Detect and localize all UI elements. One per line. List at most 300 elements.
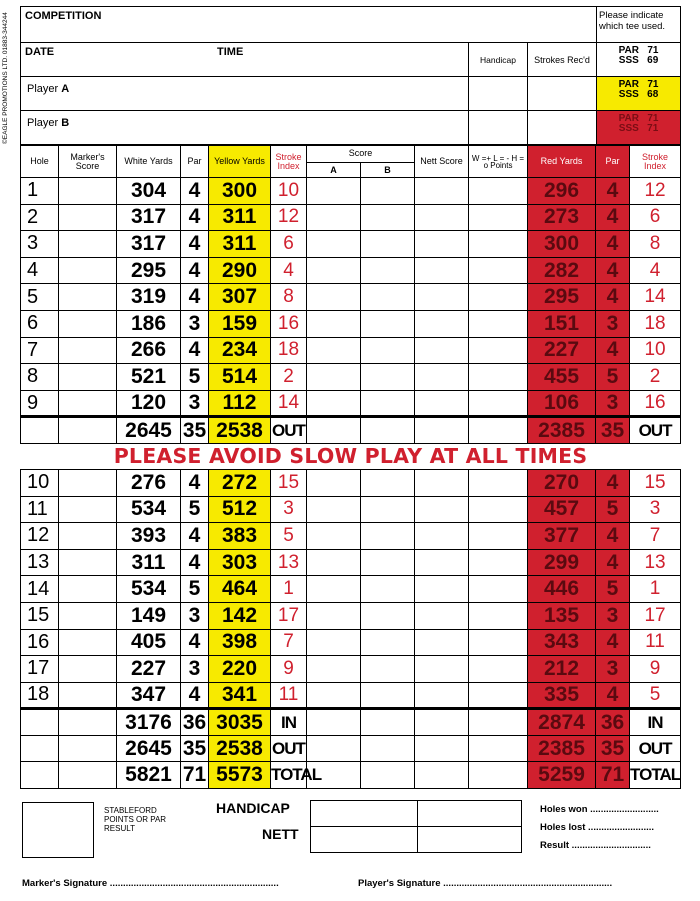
total-blank	[21, 417, 59, 444]
player-a-field[interactable]	[21, 77, 469, 111]
marker-total-cell[interactable]	[59, 735, 117, 762]
stroke-index: 4	[271, 257, 307, 284]
par-value: 5	[181, 496, 209, 523]
nett-score-cell[interactable]	[415, 284, 469, 311]
red-stroke-index: 10	[630, 337, 681, 364]
par-value: 71	[647, 113, 659, 124]
par-value: 4	[181, 231, 209, 258]
red-yards: 377	[528, 523, 596, 550]
stroke-index: 8	[271, 284, 307, 311]
red-yards: 227	[528, 337, 596, 364]
hole-number: 3	[21, 231, 59, 258]
marker-total-cell[interactable]	[59, 417, 117, 444]
par-value: 3	[181, 602, 209, 629]
score-a-cell[interactable]	[307, 682, 361, 709]
hole-number: 15	[21, 602, 59, 629]
stableford-label: STABLEFORD POINTS OR PAR RESULT	[104, 806, 167, 833]
score-a-cell[interactable]	[307, 310, 361, 337]
score-b-cell[interactable]	[361, 656, 415, 683]
yellow-yards: 112	[209, 390, 271, 417]
white-yards: 534	[117, 576, 181, 603]
score-a-cell[interactable]	[307, 337, 361, 364]
nett-score-cell[interactable]	[415, 576, 469, 603]
score-table	[20, 145, 681, 789]
points-total[interactable]	[469, 735, 528, 762]
marker-score-cell[interactable]	[59, 602, 117, 629]
marker-score-cell[interactable]	[59, 284, 117, 311]
sss-value: 68	[647, 89, 659, 100]
yellow-total: 3035	[209, 709, 271, 736]
player-letter: B	[61, 117, 70, 129]
red-par-value: 4	[596, 549, 630, 576]
score-a-cell[interactable]	[307, 257, 361, 284]
points-cell[interactable]	[469, 602, 528, 629]
nett-score-cell[interactable]	[415, 629, 469, 656]
back-nine	[21, 469, 681, 708]
nett-score-cell[interactable]	[415, 656, 469, 683]
red-par-value: 5	[596, 364, 630, 391]
points-cell[interactable]	[469, 682, 528, 709]
red-par-value: 4	[596, 682, 630, 709]
result-field[interactable]: Result ..............................	[540, 840, 651, 851]
white-yards: 317	[117, 231, 181, 258]
score-b-header: B	[361, 162, 415, 177]
player-label: Player	[27, 83, 62, 95]
nett-score-cell[interactable]	[415, 204, 469, 231]
hole-row	[21, 549, 681, 576]
red-par-value: 5	[596, 496, 630, 523]
marker-score-cell[interactable]	[59, 496, 117, 523]
handicap-nett-boxes	[310, 800, 522, 853]
player-signature-line[interactable]: Player's Signature ................................................................	[358, 878, 613, 889]
par-value: 4	[181, 337, 209, 364]
sss-label: SSS	[618, 89, 639, 100]
red-yards: 273	[528, 204, 596, 231]
red-par-value: 4	[596, 629, 630, 656]
par-total: 35	[181, 417, 209, 444]
hole-number: 11	[21, 496, 59, 523]
card-header	[20, 6, 681, 145]
sss-label: SSS	[618, 55, 639, 66]
points-cell[interactable]	[469, 178, 528, 205]
points-cell[interactable]	[469, 523, 528, 550]
red-yards: 457	[528, 496, 596, 523]
red-stroke-index: 17	[630, 602, 681, 629]
score-a-cell[interactable]	[307, 656, 361, 683]
red-stroke-index: 13	[630, 549, 681, 576]
hole-row	[21, 310, 681, 337]
points-cell[interactable]	[469, 496, 528, 523]
competition-label: COMPETITION	[21, 7, 597, 43]
red-par-total: 35	[596, 417, 630, 444]
stroke-index: 18	[271, 337, 307, 364]
nett-label: NETT	[262, 826, 299, 842]
par-value: 4	[181, 178, 209, 205]
sss-value: 69	[647, 55, 659, 66]
marker-score-cell[interactable]	[59, 682, 117, 709]
par-value: 5	[181, 576, 209, 603]
nett-score-cell[interactable]	[415, 523, 469, 550]
nett-score-cell[interactable]	[415, 469, 469, 496]
strokes-recd-header: Strokes Rec'd	[528, 43, 597, 77]
hole-number: 4	[21, 257, 59, 284]
nett-score-cell[interactable]	[415, 602, 469, 629]
red-par-value: 4	[596, 284, 630, 311]
score-b-cell[interactable]	[361, 284, 415, 311]
red-par-value: 3	[596, 602, 630, 629]
points-cell[interactable]	[469, 231, 528, 258]
points-cell[interactable]	[469, 549, 528, 576]
nett-score-cell[interactable]	[415, 310, 469, 337]
player-a-strokes[interactable]	[528, 77, 597, 111]
points-total[interactable]	[469, 417, 528, 444]
stroke-index: 1	[271, 576, 307, 603]
marker-score-cell[interactable]	[59, 364, 117, 391]
hole-header: Hole	[21, 146, 59, 178]
par-label: PAR	[618, 113, 639, 124]
nett-score-cell[interactable]	[415, 364, 469, 391]
score-b-cell[interactable]	[361, 257, 415, 284]
stroke-index: 5	[271, 523, 307, 550]
player-a-handicap[interactable]	[469, 77, 528, 111]
player-b-strokes[interactable]	[528, 111, 597, 145]
holes-won-field[interactable]: Holes won ..........................	[540, 804, 659, 815]
card-footer	[20, 800, 680, 860]
holes-lost-field[interactable]: Holes lost .........................	[540, 822, 655, 833]
red-total: 2385	[528, 417, 596, 444]
red-yards: 282	[528, 257, 596, 284]
score-b-cell[interactable]	[361, 549, 415, 576]
hole-row	[21, 576, 681, 603]
marker-signature-line[interactable]: Marker's Signature ................................................................	[22, 878, 279, 889]
points-cell[interactable]	[469, 656, 528, 683]
nett-total[interactable]	[415, 735, 469, 762]
marker-total-cell[interactable]	[59, 709, 117, 736]
score-a-total[interactable]	[307, 417, 361, 444]
nett-score-cell[interactable]	[415, 178, 469, 205]
par-total: 71	[181, 762, 209, 789]
score-a-cell[interactable]	[307, 231, 361, 258]
yellow-total: 2538	[209, 735, 271, 762]
total-row	[21, 417, 681, 444]
white-total: 3176	[117, 709, 181, 736]
handicap-label: HANDICAP	[216, 800, 290, 816]
white-total: 5821	[117, 762, 181, 789]
date-time-field[interactable]	[21, 43, 469, 77]
hole-number: 7	[21, 337, 59, 364]
par-value: 4	[181, 629, 209, 656]
red-yards: 299	[528, 549, 596, 576]
score-b-cell[interactable]	[361, 204, 415, 231]
red-par-value: 3	[596, 390, 630, 417]
score-b-total[interactable]	[361, 417, 415, 444]
score-header: Score	[307, 146, 415, 163]
total-blank	[21, 735, 59, 762]
hole-row	[21, 178, 681, 205]
yellow-total: 2538	[209, 417, 271, 444]
red-yards: 446	[528, 576, 596, 603]
red-stroke-index: 4	[630, 257, 681, 284]
score-a-cell[interactable]	[307, 364, 361, 391]
points-cell[interactable]	[469, 257, 528, 284]
points-cell[interactable]	[469, 629, 528, 656]
hole-row	[21, 656, 681, 683]
score-b-cell[interactable]	[361, 629, 415, 656]
marker-score-cell[interactable]	[59, 390, 117, 417]
marker-score-cell[interactable]	[59, 257, 117, 284]
player-label: Player	[27, 117, 62, 129]
red-total-label: TOTAL	[630, 762, 681, 789]
red-tee-box[interactable]	[597, 111, 681, 145]
yellow-yards: 311	[209, 204, 271, 231]
stroke-index: 15	[271, 469, 307, 496]
red-par-value: 3	[596, 310, 630, 337]
score-b-cell[interactable]	[361, 682, 415, 709]
score-a-total[interactable]	[307, 709, 361, 736]
nett-score-cell[interactable]	[415, 231, 469, 258]
score-a-cell[interactable]	[307, 284, 361, 311]
nett-box[interactable]	[311, 827, 418, 853]
white-tee-box[interactable]	[597, 43, 681, 77]
marker-score-cell[interactable]	[59, 337, 117, 364]
yellow-yards: 307	[209, 284, 271, 311]
score-b-total[interactable]	[361, 709, 415, 736]
stroke-index: 2	[271, 364, 307, 391]
hole-row	[21, 257, 681, 284]
points-total[interactable]	[469, 762, 528, 789]
red-par-total: 36	[596, 709, 630, 736]
yellow-yards: 300	[209, 178, 271, 205]
marker-score-cell[interactable]	[59, 656, 117, 683]
points-cell[interactable]	[469, 364, 528, 391]
score-a-cell[interactable]	[307, 549, 361, 576]
red-stroke-index: 11	[630, 629, 681, 656]
handicap-box[interactable]	[311, 801, 418, 827]
red-par-value: 4	[596, 337, 630, 364]
stroke-index: 14	[271, 390, 307, 417]
points-cell[interactable]	[469, 310, 528, 337]
marker-score-cell[interactable]	[59, 549, 117, 576]
score-b-cell[interactable]	[361, 390, 415, 417]
points-cell[interactable]	[469, 390, 528, 417]
white-yards: 295	[117, 257, 181, 284]
red-stroke-index: 18	[630, 310, 681, 337]
hole-row	[21, 602, 681, 629]
hole-number: 5	[21, 284, 59, 311]
score-a-cell[interactable]	[307, 496, 361, 523]
score-b-cell[interactable]	[361, 469, 415, 496]
hole-number: 13	[21, 549, 59, 576]
white-yards: 266	[117, 337, 181, 364]
hole-number: 8	[21, 364, 59, 391]
par-total: 35	[181, 735, 209, 762]
marker-score-cell[interactable]	[59, 310, 117, 337]
hole-row	[21, 523, 681, 550]
points-cell[interactable]	[469, 204, 528, 231]
score-a-cell[interactable]	[307, 629, 361, 656]
score-a-cell[interactable]	[307, 576, 361, 603]
red-stroke-index: 6	[630, 204, 681, 231]
scorecard	[20, 6, 680, 789]
nett-score-cell[interactable]	[415, 549, 469, 576]
total-label: TOTAL	[271, 762, 307, 789]
total-label: OUT	[271, 735, 307, 762]
handicap-box[interactable]	[418, 801, 522, 827]
red-par-value: 4	[596, 469, 630, 496]
score-b-cell[interactable]	[361, 231, 415, 258]
nett-score-cell[interactable]	[415, 257, 469, 284]
total-row	[21, 709, 681, 736]
yellow-yards: 341	[209, 682, 271, 709]
date-label: DATE	[25, 46, 55, 58]
red-stroke-index: 15	[630, 469, 681, 496]
total-blank	[21, 762, 59, 789]
white-yards: 317	[117, 204, 181, 231]
score-a-cell[interactable]	[307, 523, 361, 550]
score-a-cell[interactable]	[307, 178, 361, 205]
marker-score-cell[interactable]	[59, 523, 117, 550]
par-value: 71	[647, 79, 659, 90]
par-label: PAR	[618, 45, 639, 56]
score-b-cell[interactable]	[361, 523, 415, 550]
score-b-cell[interactable]	[361, 337, 415, 364]
total-blank	[21, 709, 59, 736]
red-par-header: Par	[596, 146, 630, 178]
red-stroke-index: 7	[630, 523, 681, 550]
score-b-cell[interactable]	[361, 602, 415, 629]
points-cell[interactable]	[469, 284, 528, 311]
nett-box[interactable]	[418, 827, 522, 853]
score-a-header: A	[307, 162, 361, 177]
white-yards: 186	[117, 310, 181, 337]
yellow-yards: 383	[209, 523, 271, 550]
hole-number: 6	[21, 310, 59, 337]
red-stroke-index: 9	[630, 656, 681, 683]
yellow-yards: 311	[209, 231, 271, 258]
marker-total-cell[interactable]	[59, 762, 117, 789]
nett-score-cell[interactable]	[415, 390, 469, 417]
score-b-total[interactable]	[361, 735, 415, 762]
marker-score-cell[interactable]	[59, 178, 117, 205]
red-par-value: 4	[596, 178, 630, 205]
hole-row	[21, 629, 681, 656]
red-total-label: OUT	[630, 735, 681, 762]
red-yards: 151	[528, 310, 596, 337]
par-value: 4	[181, 284, 209, 311]
yellow-yards: 272	[209, 469, 271, 496]
par-value: 3	[181, 390, 209, 417]
red-total: 5259	[528, 762, 596, 789]
totals	[21, 709, 681, 789]
red-yards: 106	[528, 390, 596, 417]
red-par-total: 35	[596, 735, 630, 762]
yellow-yards-header: Yellow Yards	[209, 146, 271, 178]
out-total-row	[21, 417, 681, 444]
par-value: 3	[181, 310, 209, 337]
red-par-value: 4	[596, 231, 630, 258]
red-stroke-index: 2	[630, 364, 681, 391]
sss-label: SSS	[618, 123, 639, 134]
score-a-cell[interactable]	[307, 602, 361, 629]
score-a-cell[interactable]	[307, 204, 361, 231]
nett-score-header: Nett Score	[415, 146, 469, 178]
points-cell[interactable]	[469, 337, 528, 364]
nett-total[interactable]	[415, 417, 469, 444]
par-value: 4	[181, 204, 209, 231]
yellow-yards: 142	[209, 602, 271, 629]
total-label: IN	[271, 709, 307, 736]
score-b-cell[interactable]	[361, 496, 415, 523]
sss-value: 71	[647, 123, 659, 134]
stroke-index: 3	[271, 496, 307, 523]
hole-number: 14	[21, 576, 59, 603]
red-par-value: 5	[596, 576, 630, 603]
white-total: 2645	[117, 417, 181, 444]
white-yards: 227	[117, 656, 181, 683]
nett-total[interactable]	[415, 709, 469, 736]
red-yards: 135	[528, 602, 596, 629]
score-a-cell[interactable]	[307, 469, 361, 496]
hole-row	[21, 204, 681, 231]
stableford-box[interactable]	[22, 802, 94, 858]
marker-score-cell[interactable]	[59, 231, 117, 258]
player-b-handicap[interactable]	[469, 111, 528, 145]
red-stroke-index: 3	[630, 496, 681, 523]
yellow-tee-box[interactable]	[597, 77, 681, 111]
marker-score-cell[interactable]	[59, 629, 117, 656]
time-label: TIME	[217, 46, 244, 58]
score-a-cell[interactable]	[307, 390, 361, 417]
total-row	[21, 735, 681, 762]
marker-score-cell[interactable]	[59, 204, 117, 231]
points-cell[interactable]	[469, 576, 528, 603]
nett-total[interactable]	[415, 762, 469, 789]
red-stroke-index: 16	[630, 390, 681, 417]
white-yards: 120	[117, 390, 181, 417]
score-b-cell[interactable]	[361, 576, 415, 603]
points-cell[interactable]	[469, 469, 528, 496]
score-b-cell[interactable]	[361, 178, 415, 205]
hole-number: 16	[21, 629, 59, 656]
slow-play-notice: PLEASE AVOID SLOW PLAY AT ALL TIMES	[113, 444, 588, 469]
points-header: W =+ L = - H = o Points	[469, 146, 528, 178]
nett-score-cell[interactable]	[415, 496, 469, 523]
white-yards: 311	[117, 549, 181, 576]
red-total: 2874	[528, 709, 596, 736]
stroke-index: 13	[271, 549, 307, 576]
marker-score-cell[interactable]	[59, 576, 117, 603]
points-total[interactable]	[469, 709, 528, 736]
red-yards: 335	[528, 682, 596, 709]
white-yards-header: White Yards	[117, 146, 181, 178]
score-b-total[interactable]	[361, 762, 415, 789]
nett-score-cell[interactable]	[415, 337, 469, 364]
white-yards: 347	[117, 682, 181, 709]
score-b-cell[interactable]	[361, 364, 415, 391]
score-a-total[interactable]	[307, 735, 361, 762]
red-par-value: 4	[596, 523, 630, 550]
hole-row	[21, 469, 681, 496]
player-letter: A	[61, 83, 70, 95]
stroke-index: 6	[271, 231, 307, 258]
hole-number: 17	[21, 656, 59, 683]
nett-score-cell[interactable]	[415, 682, 469, 709]
white-yards: 534	[117, 496, 181, 523]
red-stroke-index: 14	[630, 284, 681, 311]
score-b-cell[interactable]	[361, 310, 415, 337]
player-b-field[interactable]	[21, 111, 469, 145]
marker-score-cell[interactable]	[59, 469, 117, 496]
